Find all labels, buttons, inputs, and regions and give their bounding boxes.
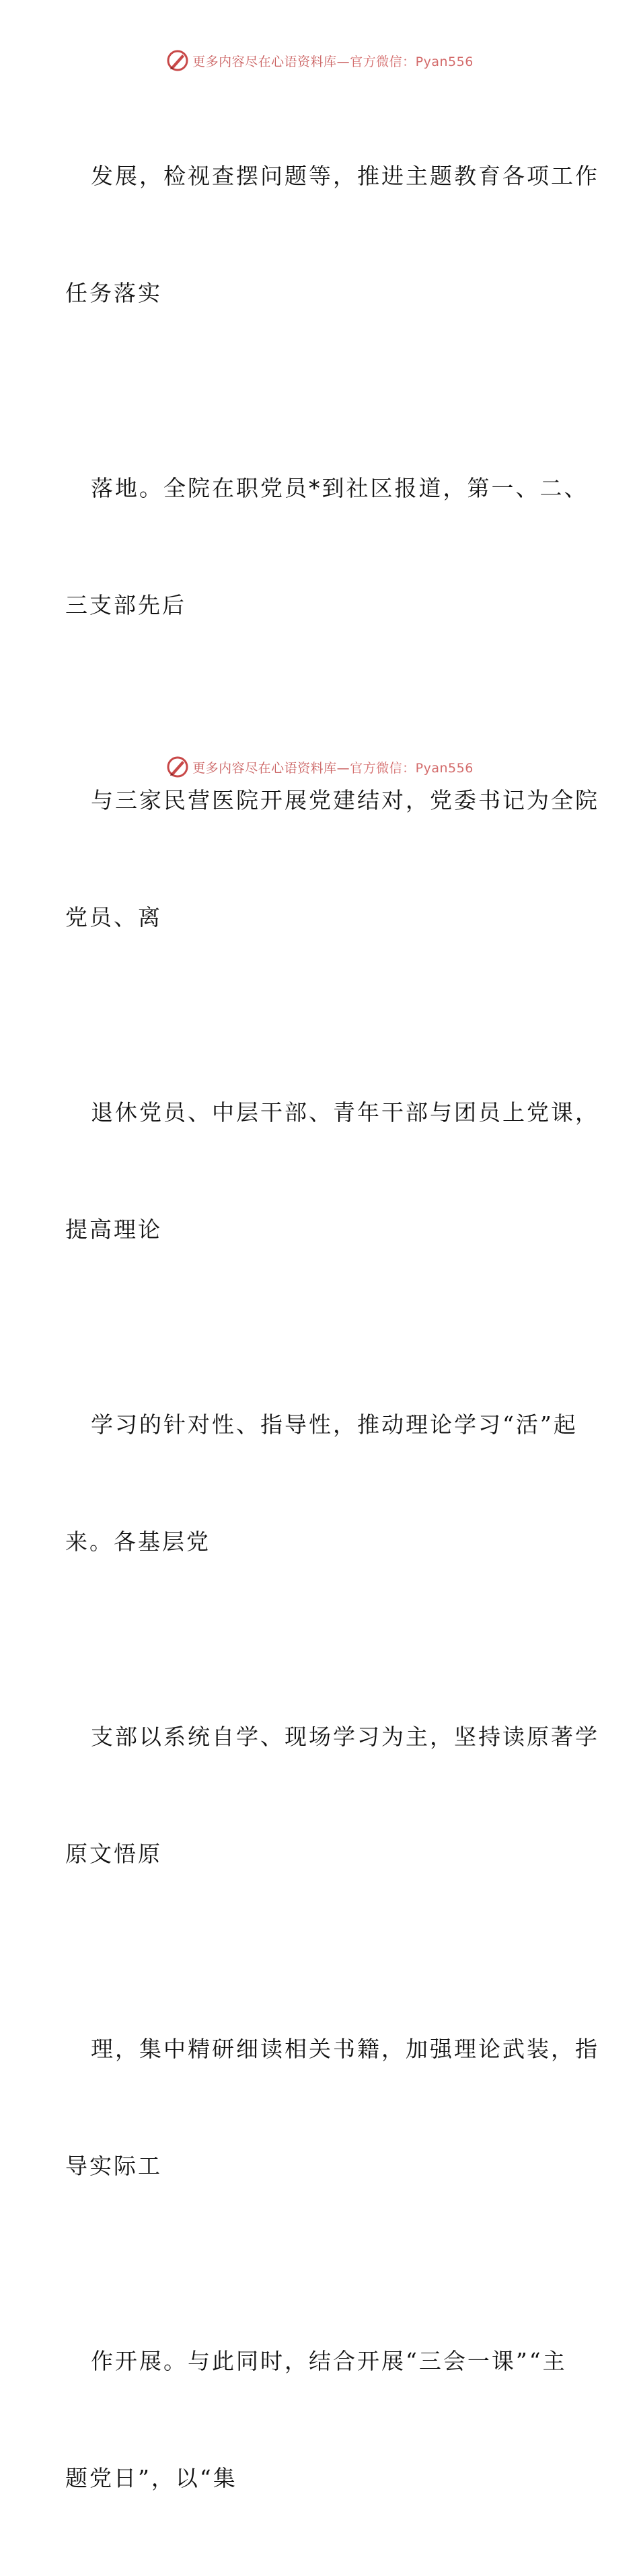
paragraph	[65, 1327, 576, 1640]
paragraph-line: 学习的针对性、指导性，推动理论学习“活”起	[91, 1411, 578, 1438]
paragraph-line: 导实际工	[65, 2153, 162, 2179]
document-body	[65, 79, 599, 2576]
paragraph	[65, 1952, 599, 2264]
paragraph	[65, 79, 599, 391]
paragraph-line: 题党日”，以“集	[65, 2465, 237, 2491]
paragraph-line: 党员、离	[65, 904, 162, 930]
paragraph-line: 理，集中精研细读相关书籍，加强理论武装，指	[91, 2036, 599, 2062]
paragraph-line: 提高理论	[65, 1216, 162, 1243]
watermark-text	[192, 52, 474, 70]
paragraph	[65, 391, 589, 703]
watermark-site: 更多内容尽在心语资料库	[192, 54, 337, 69]
paragraph-line: 作开展。与此同时，结合开展“三会一课”“主	[91, 2348, 567, 2374]
pen-logo-icon	[165, 48, 190, 73]
paragraph-line: 退休党员、中层干部、青年干部与团员上党课，	[91, 1099, 599, 1126]
watermark-dash: —	[336, 760, 350, 776]
header-watermark	[0, 47, 639, 74]
paragraph-line: 与三家民营医院开展党建结对，党委书记为全院	[91, 787, 599, 813]
paragraph-line: 来。各基层党	[65, 1529, 211, 1555]
paragraph	[65, 1015, 599, 1327]
paragraph	[65, 2264, 576, 2576]
watermark-site: 更多内容尽在心语资料库	[192, 760, 337, 776]
paragraph-line: 落地。全院在职党员*到社区报道，第一、二、	[91, 475, 589, 501]
watermark-wechat: 官方微信：Pyan556	[350, 760, 474, 776]
paragraph-line: 任务落实	[65, 280, 162, 306]
paragraph-line: 发展，检视查摆问题等，推进主题教育各项工作	[91, 163, 599, 189]
paragraph	[65, 1640, 599, 1952]
paragraph-line: 原文悟原	[65, 1841, 162, 1867]
footer-watermark	[0, 753, 639, 780]
watermark-text	[192, 758, 474, 776]
paragraph-line: 三支部先后	[65, 592, 186, 618]
pen-logo-icon	[165, 755, 190, 779]
watermark-wechat: 官方微信：Pyan556	[350, 54, 474, 69]
paragraph	[65, 703, 599, 1015]
watermark-dash: —	[336, 54, 350, 69]
paragraph-line: 支部以系统自学、现场学习为主，坚持读原著学	[91, 1724, 599, 1750]
